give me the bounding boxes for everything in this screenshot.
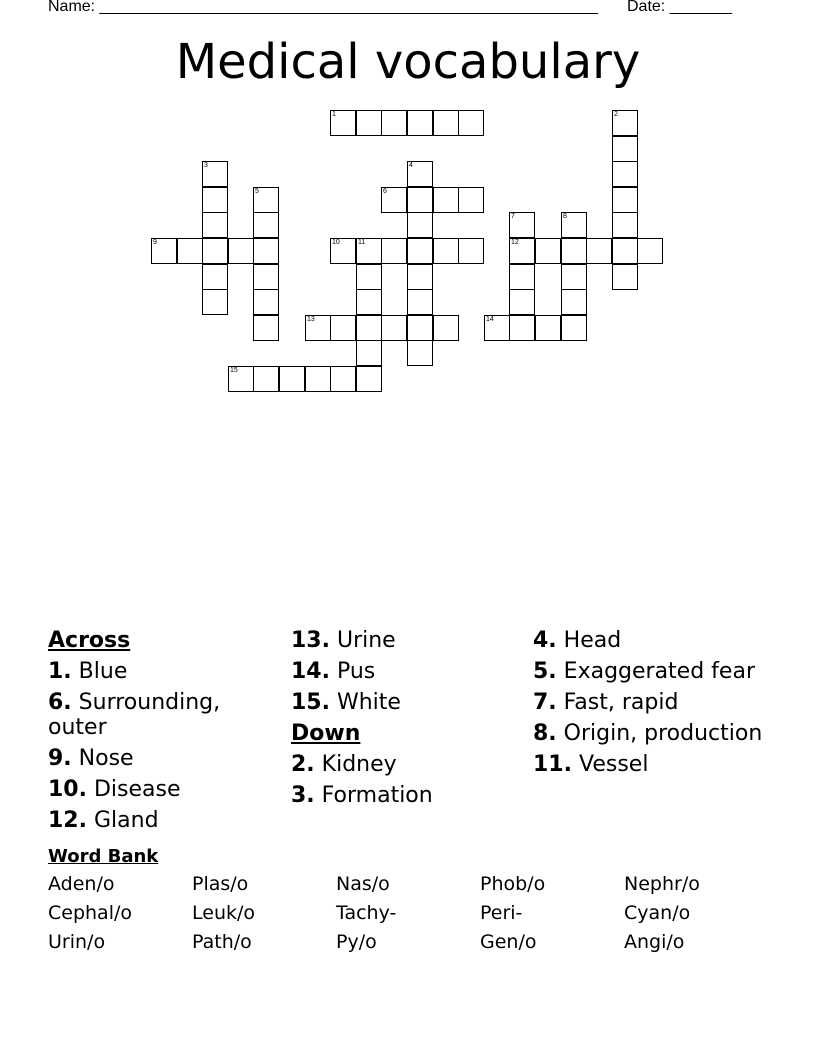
- crossword-cell[interactable]: [305, 366, 331, 392]
- word-bank-item: Cephal/o: [48, 902, 133, 924]
- crossword-cell[interactable]: [381, 315, 407, 341]
- crossword-cell[interactable]: [381, 187, 407, 213]
- crossword-cell[interactable]: [202, 187, 228, 213]
- word-bank-item: Phob/o: [480, 873, 546, 895]
- clue-number: 11: [358, 239, 366, 246]
- crossword-cell[interactable]: [356, 315, 382, 341]
- crossword-cell[interactable]: [561, 212, 587, 238]
- clue-item: [48, 746, 278, 771]
- clues-column-2: [291, 628, 521, 814]
- clue-item-text: Fast, rapid: [556, 690, 679, 715]
- word-bank-item: Aden/o: [48, 873, 115, 895]
- crossword-cell[interactable]: [458, 187, 484, 213]
- clue-item: [533, 752, 773, 777]
- page-title: Medical vocabulary: [175, 34, 641, 90]
- crossword-cell[interactable]: [509, 315, 535, 341]
- clue-number: 8: [563, 213, 567, 220]
- clue-item: [533, 628, 773, 653]
- crossword-cell[interactable]: [561, 264, 587, 290]
- clue-item: [291, 690, 521, 715]
- clue-item-number: 9.: [48, 746, 72, 771]
- word-bank-item: Plas/o: [192, 873, 249, 895]
- clue-item: [48, 659, 278, 684]
- clue-number: 3: [204, 162, 208, 169]
- clue-item: [48, 777, 278, 802]
- clue-item-text: Pus: [329, 659, 376, 684]
- crossword-cell[interactable]: [305, 315, 331, 341]
- clue-number: 12: [511, 239, 519, 246]
- crossword-cell[interactable]: [586, 238, 612, 264]
- clue-item-text: Surrounding, outer: [48, 690, 221, 740]
- clue-item: [533, 659, 773, 684]
- word-bank-item: Leuk/o: [192, 902, 256, 924]
- word-bank-item: Peri-: [480, 902, 523, 924]
- crossword-cell[interactable]: [356, 289, 382, 315]
- word-bank-item: Angi/o: [624, 931, 685, 953]
- clue-item-text: Nose: [71, 746, 134, 771]
- crossword-cell[interactable]: [253, 264, 279, 290]
- crossword-cell[interactable]: [330, 315, 356, 341]
- clue-item: [533, 721, 773, 746]
- crossword-cell[interactable]: [356, 110, 382, 136]
- crossword-cell[interactable]: [407, 315, 433, 341]
- clue-item-number: 4.: [533, 628, 557, 653]
- crossword-cell[interactable]: [381, 238, 407, 264]
- crossword-grid: [0, 0, 816, 420]
- clue-number: 14: [486, 316, 494, 323]
- clue-item-number: 12.: [48, 808, 87, 833]
- clue-number: 15: [230, 367, 238, 374]
- clue-item: [533, 690, 773, 715]
- crossword-cell[interactable]: [509, 238, 535, 264]
- crossword-cell[interactable]: [202, 161, 228, 187]
- crossword-cell[interactable]: [612, 238, 638, 264]
- word-bank-item: Urin/o: [48, 931, 106, 953]
- crossword-cell[interactable]: [433, 110, 459, 136]
- clue-item-number: 10.: [48, 777, 87, 802]
- crossword-cell[interactable]: [458, 238, 484, 264]
- clue-item-number: 1.: [48, 659, 72, 684]
- clue-item-text: Blue: [71, 659, 128, 684]
- clue-item-text: Urine: [329, 628, 396, 653]
- crossword-cell[interactable]: [407, 212, 433, 238]
- clue-item-text: Head: [556, 628, 622, 653]
- crossword-cell[interactable]: [509, 264, 535, 290]
- crossword-cell[interactable]: [253, 289, 279, 315]
- clue-item-text: Gland: [86, 808, 159, 833]
- clue-number: 9: [153, 239, 157, 246]
- clue-item-number: 8.: [533, 721, 557, 746]
- clue-item-number: 3.: [291, 783, 315, 808]
- crossword-cell[interactable]: [535, 315, 561, 341]
- crossword-cell[interactable]: [202, 238, 228, 264]
- crossword-cell[interactable]: [407, 289, 433, 315]
- crossword-cell[interactable]: [637, 238, 663, 264]
- crossword-cell[interactable]: [330, 110, 356, 136]
- word-bank: [48, 873, 768, 960]
- crossword-cell[interactable]: [612, 187, 638, 213]
- clue-item-text: Kidney: [314, 752, 397, 777]
- crossword-cell[interactable]: [433, 238, 459, 264]
- clue-number: 13: [307, 316, 315, 323]
- clue-item-text: Origin, production: [556, 721, 763, 746]
- crossword-cell[interactable]: [509, 212, 535, 238]
- crossword-cell[interactable]: [253, 238, 279, 264]
- crossword-cell[interactable]: [407, 161, 433, 187]
- crossword-cell[interactable]: [253, 187, 279, 213]
- crossword-cell[interactable]: [561, 289, 587, 315]
- crossword-cell[interactable]: [612, 161, 638, 187]
- clue-number: 10: [332, 239, 340, 246]
- clue-item-number: 2.: [291, 752, 315, 777]
- crossword-cell[interactable]: [228, 238, 254, 264]
- clue-item-number: 6.: [48, 690, 72, 715]
- word-bank-item: Path/o: [192, 931, 252, 953]
- clue-section-heading: Across: [48, 628, 131, 653]
- crossword-cell[interactable]: [253, 315, 279, 341]
- word-bank-item: Nephr/o: [624, 873, 700, 895]
- clue-number: 4: [409, 162, 413, 169]
- crossword-cell[interactable]: [253, 212, 279, 238]
- clue-item-text: Formation: [314, 783, 433, 808]
- crossword-cell[interactable]: [356, 238, 382, 264]
- clue-number: 5: [255, 188, 259, 195]
- clue-item-text: Exaggerated fear: [556, 659, 755, 684]
- crossword-cell[interactable]: [407, 238, 433, 264]
- crossword-cell[interactable]: [561, 315, 587, 341]
- crossword-cell[interactable]: [407, 340, 433, 366]
- crossword-cell[interactable]: [202, 212, 228, 238]
- clues-column-3: [533, 628, 773, 783]
- clue-item-number: 14.: [291, 659, 330, 684]
- crossword-cell[interactable]: [228, 366, 254, 392]
- crossword-cell[interactable]: [612, 264, 638, 290]
- crossword-cell[interactable]: [356, 264, 382, 290]
- word-bank-item: Tachy-: [336, 902, 397, 924]
- crossword-cell[interactable]: [151, 238, 177, 264]
- name-field-label: Name: ________________________________________________________: [48, 0, 598, 15]
- crossword-cell[interactable]: [279, 366, 305, 392]
- crossword-cell[interactable]: [433, 315, 459, 341]
- clue-item-text: Vessel: [571, 752, 649, 777]
- clue-item: [48, 690, 278, 740]
- crossword-cell[interactable]: [407, 110, 433, 136]
- word-bank-item: Py/o: [336, 931, 377, 953]
- crossword-cell[interactable]: [612, 136, 638, 162]
- word-bank-item: Gen/o: [480, 931, 537, 953]
- clue-item: [48, 808, 278, 833]
- clue-section-heading: Down: [291, 721, 361, 746]
- word-bank-item: Nas/o: [336, 873, 390, 895]
- crossword-cell[interactable]: [561, 238, 587, 264]
- clue-number: 6: [383, 188, 387, 195]
- crossword-cell[interactable]: [535, 238, 561, 264]
- crossword-cell[interactable]: [202, 264, 228, 290]
- crossword-cell[interactable]: [484, 315, 510, 341]
- clues-column-1: [48, 628, 278, 839]
- crossword-cell[interactable]: [330, 238, 356, 264]
- crossword-cell[interactable]: [509, 289, 535, 315]
- crossword-cell[interactable]: [612, 212, 638, 238]
- date-field-label: Date: _______: [627, 0, 732, 15]
- clue-item-number: 5.: [533, 659, 557, 684]
- crossword-cell[interactable]: [202, 289, 228, 315]
- clue-number: 7: [511, 213, 515, 220]
- crossword-cell[interactable]: [356, 340, 382, 366]
- crossword-cell[interactable]: [381, 110, 407, 136]
- clue-item-number: 7.: [533, 690, 557, 715]
- crossword-cell[interactable]: [330, 366, 356, 392]
- crossword-cell[interactable]: [612, 110, 638, 136]
- clue-number: 2: [614, 111, 618, 118]
- clue-item: [291, 783, 521, 808]
- clue-item-number: 15.: [291, 690, 330, 715]
- crossword-cell[interactable]: [458, 110, 484, 136]
- clue-item-number: 13.: [291, 628, 330, 653]
- crossword-cell[interactable]: [433, 187, 459, 213]
- clue-item-text: Disease: [86, 777, 181, 802]
- crossword-cell[interactable]: [356, 366, 382, 392]
- crossword-cell[interactable]: [407, 264, 433, 290]
- crossword-cell[interactable]: [177, 238, 203, 264]
- clue-item-number: 11.: [533, 752, 572, 777]
- clue-number: 1: [332, 111, 336, 118]
- crossword-cell[interactable]: [253, 366, 279, 392]
- clue-item: [291, 659, 521, 684]
- clue-item: [291, 628, 521, 653]
- crossword-cell[interactable]: [407, 187, 433, 213]
- clue-item-text: White: [329, 690, 401, 715]
- clue-item: [291, 752, 521, 777]
- word-bank-title: Word Bank: [48, 846, 159, 867]
- word-bank-item: Cyan/o: [624, 902, 691, 924]
